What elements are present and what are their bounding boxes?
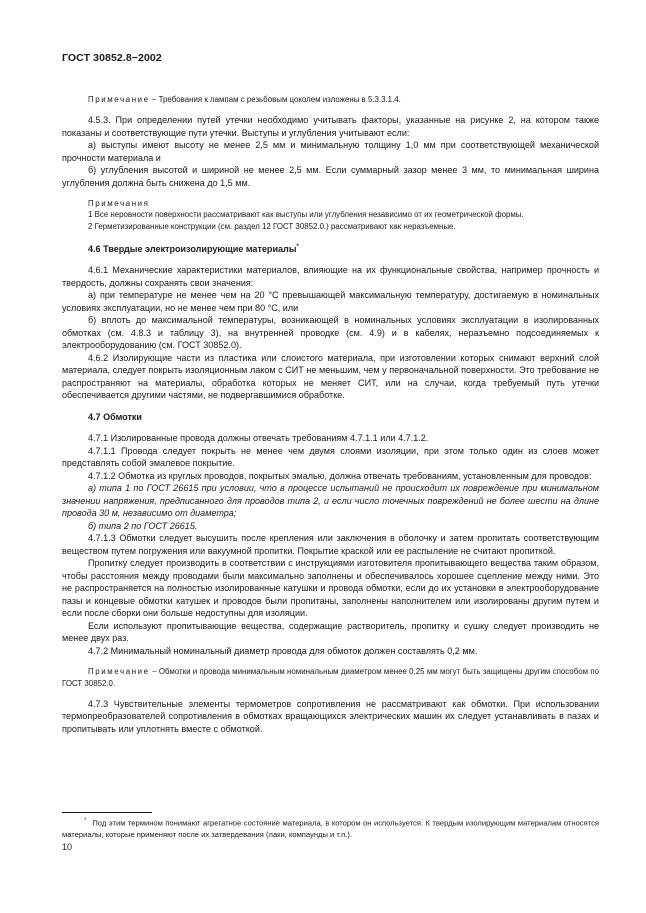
- notes-label: [62, 198, 599, 209]
- clause-4-7-1-2: 4.7.1.2 Обмотка из круглых проводов, покрытых эмалью, должна отвечать требованиям, установленным для проводов:: [88, 470, 592, 481]
- clause-4-6-2: 4.6.2 Изолирующие части из пластика или слоистого материала, при изготовлении которых снимают верхний слой материала, следует покрыть изоляционным лаком с СИТ не меньшим, чем у первоначальной поверхности. Это требование не распространяют на материалы, обработка которых не меняет СИТ, или на случаи, когда требуемый путь утечки обеспечивается другими частями, не подвергавшимися обработке.: [62, 352, 599, 401]
- clause-4-7-2: 4.7.2 Минимальный номинальный диаметр провода для обмоток должен составлять 0,2 мм.: [88, 645, 478, 656]
- note-wires: [62, 666, 599, 688]
- section-heading-4-7: 4.7 Обмотки: [88, 411, 142, 422]
- clause-4-6-1-item-b: б) вплоть до максимальной температуры, возникающей в номинальных условиях эксплуатации в изолированных обмотках (см. 4.8.3 и таблицу 3), на внутренней проводке (см. 4.9) и в кабелях, неразъемно подсоединяемых к электрооборудованию (см. ГОСТ 30852.0).: [62, 315, 599, 351]
- section-heading-4-6-text: 4.6 Твердые электроизолирующие материалы: [88, 243, 297, 254]
- footnote-text: Под этим термином понимают агрегатное состояние материала, в котором он используется. К твердым изолирующим материалам относятся материалы, которые применяют после их затвердевания (лаки, компаунды и т.п.).: [62, 818, 599, 839]
- footnote-reference-mark: *: [296, 243, 299, 250]
- clause-4-7-1-1: 4.7.1.1 Провода следует покрыть не менее чем двумя слоями изоляции, при этом только один из слоев может представлять собой эмалевое покрытие.: [62, 445, 599, 469]
- note-lamps: [62, 94, 599, 105]
- clause-4-7-3: 4.7.3 Чувствительные элементы термометров сопротивления не рассматривают как обмотки. При использовании термопреобразователей сопротивления в обмотках вращающихся электрических машин их следует устанавливать в пазах и пропитывать или уплотнять вместе с обмоткой.: [62, 698, 599, 734]
- clause-4-7-1-3: 4.7.1.3 Обмотки следует высушить после крепления или заключения в оболочку и затем пропитать соответствующим веществом путем погружения или вакуумной пропитки. Покрытие краской или ее распыление не считают пропиткой.: [62, 533, 599, 556]
- clause-4-6-1-item-a: а) при температуре не менее чем на 20 °С превышающей максимальную температуру, достигаемую в номинальных условиях эксплуатации, но не менее чем при 80 °С, или: [62, 290, 599, 313]
- note-1: 1 Все неровности поверхности рассматривают как выступы или углубления независимо от их геометрической формы.: [88, 210, 524, 220]
- footnote-mark: *: [84, 818, 87, 824]
- note-text: − Требования к лампам с резьбовым цоколем изложены в 5.3.3.1.4.: [149, 95, 401, 104]
- clause-4-5-3-item-a: а) выступы имеют высоту не менее 2,5 мм и минимальную толщину 1,0 мм при соответствующей механической прочности материала и: [62, 140, 599, 163]
- section-heading-4-6: [62, 241, 599, 256]
- clause-4-5-3: 4.5.3. При определении путей утечки необходимо учитывать факторы, указанные на рисунке 2, на котором также показаны и соответствующие пути утечки. Выступы и углубления учитывают если:: [62, 115, 599, 138]
- notes-label-text: Примечания: [88, 199, 150, 209]
- clause-4-7-1-2-item-a: а) типа 1 по ГОСТ 26615 при условии, что в процессе испытаний не происходит их повреждение при минимальном значении напряжения, предписанного для проводов типа 2, и если число точечных повреждений не более шести на длине провода 30 м, независимо от диаметра;: [62, 483, 599, 519]
- clause-4-6-1: 4.6.1 Механические характеристики материалов, влияющие на их функциональные свойства, например прочность и твердость, должны сохранять свои значения:: [62, 265, 599, 288]
- document-body: [62, 94, 599, 735]
- clause-4-5-3-item-b: б) углубления высотой и шириной не менее 2,5 мм. Если суммарный зазор менее 3 мм, то минимальная ширина углубления должна быть снижена до 1,5 мм.: [62, 165, 599, 188]
- note-wires-label: Примечание: [88, 667, 150, 677]
- footnote-separator: [62, 812, 152, 813]
- page-number: 10: [62, 842, 73, 852]
- note-label: Примечание: [88, 95, 150, 104]
- clause-4-7-1: 4.7.1 Изолированные провода должны отвечать требованиям 4.7.1.1 или 4.7.1.2.: [88, 433, 429, 444]
- note-wires-text: − Обмотки и провода минимальным номинальным диаметром менее 0,25 мм могут быть защищены другим способом по ГОСТ 30852.0.: [62, 667, 599, 688]
- paragraph-solvents: Если используют пропитывающие вещества, содержащие растворитель, пропитку и сушку следует производить не менее двух раз.: [62, 620, 599, 644]
- paragraph-impregnation: Пропитку следует производить в соответствии с инструкциями изготовителя пропитывающего вещества таким образом, чтобы расстояния между проводами были максимально заполнены и обеспечивалось хорошее сцепление между ними. Это не распространяется на полностью изолированные катушки и провода обмотки, если до их установки в электрооборудование пазы и концевые обмотки катушек и проводов были пропитаны, заполнены наполнителем или изолированы другим путем и если после сборки они больше недоступны для изоляции.: [62, 558, 599, 619]
- footnote: [62, 816, 599, 840]
- note-2: 2 Герметизированные конструкции (см. раздел 12 ГОСТ 30852.0.) рассматривают как неразъемные.: [88, 221, 456, 231]
- document-id-header: ГОСТ 30852.8−2002: [62, 52, 162, 64]
- clause-4-7-1-2-item-b: б) типа 2 по ГОСТ 26615.: [88, 520, 198, 531]
